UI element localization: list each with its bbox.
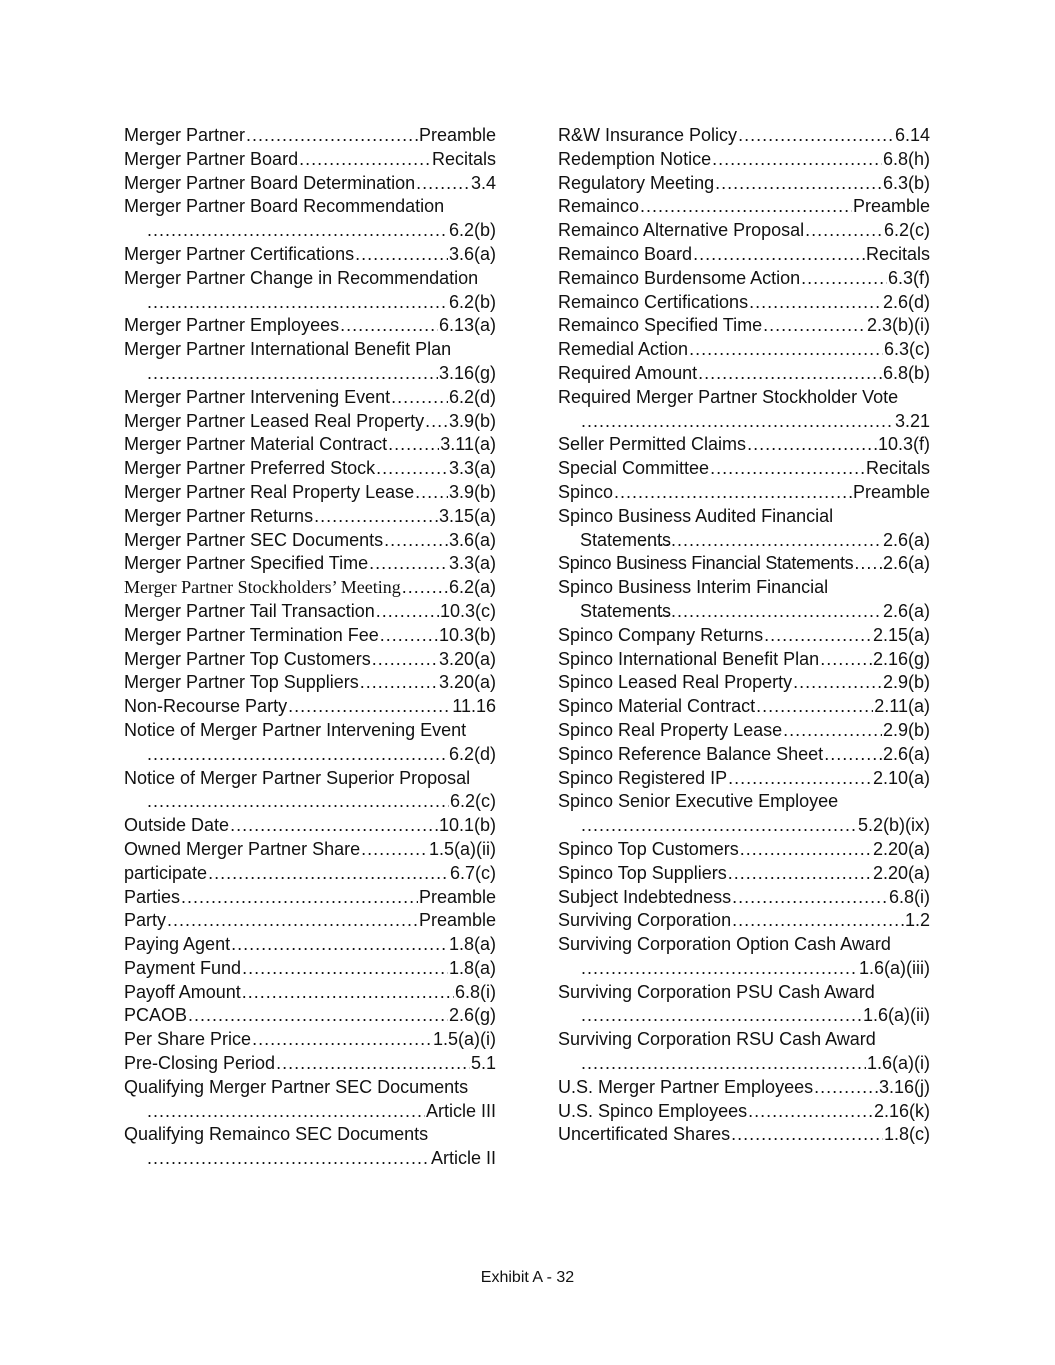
index-reference: 10.1(b) — [438, 815, 496, 836]
index-reference: 2.6(a) — [882, 553, 930, 574]
index-entry — [124, 624, 496, 648]
index-reference: 3.3(a) — [448, 458, 496, 479]
index-term: Spinco Top Suppliers — [558, 862, 727, 883]
index-term: U.S. Merger Partner Employees — [558, 1076, 814, 1097]
index-term: Notice of Merger Partner Intervening Event — [124, 719, 467, 740]
index-entry — [124, 433, 496, 457]
index-entry — [558, 648, 930, 672]
index-entry — [558, 505, 930, 553]
index-term: Spinco Leased Real Property — [558, 672, 793, 693]
index-term: Spinco Reference Balance Sheet — [558, 743, 824, 764]
index-entry — [124, 314, 496, 338]
index-term: Merger Partner Certifications — [124, 243, 355, 264]
index-entry — [558, 124, 930, 148]
index-entry — [124, 695, 496, 719]
index-term: Special Committee — [558, 458, 710, 479]
index-entry — [124, 862, 496, 886]
index-reference: 6.8(i) — [454, 981, 496, 1002]
index-term: Qualifying Merger Partner SEC Documents — [124, 1076, 469, 1097]
index-entry — [558, 909, 930, 933]
index-reference: 1.8(a) — [448, 934, 496, 955]
index-reference: 2.6(g) — [448, 1005, 496, 1026]
index-term: Merger Partner Specified Time — [124, 553, 369, 574]
index-entry — [558, 386, 930, 434]
index-entry — [558, 576, 930, 624]
index-reference: 10.3(f) — [877, 434, 930, 455]
index-reference: 2.9(b) — [882, 719, 930, 740]
index-reference: 6.7(c) — [449, 862, 496, 883]
index-entry — [124, 457, 496, 481]
index-entry — [124, 719, 496, 767]
index-term: Non-Recourse Party — [124, 696, 288, 717]
index-term: Remainco Alternative Proposal — [558, 220, 805, 241]
page-footer: Exhibit A - 32 — [480, 1269, 575, 1286]
index-entry — [124, 957, 496, 981]
index-reference: 5.1 — [470, 1053, 496, 1074]
index-term: Spinco Senior Executive Employee — [558, 791, 839, 812]
index-entry — [558, 243, 930, 267]
index-reference: 6.2(b) — [448, 291, 496, 312]
index-entry — [558, 219, 930, 243]
index-entry — [558, 838, 930, 862]
index-entry — [124, 267, 496, 315]
index-reference: 6.2(b) — [448, 220, 496, 241]
index-term: Outside Date — [124, 815, 230, 836]
index-reference: 3.3(a) — [448, 553, 496, 574]
index-term: Notice of Merger Partner Superior Proposal — [124, 767, 471, 788]
index-term: Surviving Corporation Option Cash Award — [558, 934, 891, 955]
index-term: R&W Insurance Policy — [558, 125, 738, 145]
index-term: Spinco Real Property Lease — [558, 719, 783, 740]
index-entry — [558, 457, 930, 481]
index-entry — [558, 1076, 930, 1100]
index-term: Merger Partner Leased Real Property — [124, 410, 425, 431]
index-term: Surviving Corporation RSU Cash Award — [558, 1029, 876, 1050]
index-entry — [124, 886, 496, 910]
index-entry — [558, 695, 930, 719]
index-reference: 1.8(c) — [883, 1124, 930, 1145]
index-reference: Article II — [430, 1148, 496, 1169]
index-term: Merger Partner Board Determination — [124, 172, 416, 193]
index-reference: 10.3(b) — [438, 624, 496, 645]
index-term: Merger Partner Top Customers — [124, 648, 371, 669]
index-entry — [558, 148, 930, 172]
index-reference: 6.8(b) — [882, 362, 930, 383]
index-entry — [558, 624, 930, 648]
index-term: Merger Partner International Benefit Plan — [124, 339, 452, 360]
index-reference: 3.9(b) — [448, 481, 496, 502]
index-entry — [124, 767, 496, 815]
index-term: Remainco Specified Time — [558, 315, 763, 336]
index-entry — [558, 291, 930, 315]
index-term: PCAOB — [124, 1005, 188, 1026]
index-term: Spinco Business Financial Statements — [558, 553, 854, 574]
index-term: Merger Partner Tail Transaction — [124, 600, 375, 621]
index-reference: 3.15(a) — [438, 505, 496, 526]
index-reference: Preamble — [418, 910, 496, 931]
index-term: Spinco Business Audited Financial Statements — [558, 505, 834, 550]
index-term: Merger Partner Stockholders’ Meeting — [124, 577, 401, 598]
index-term: Spinco — [558, 481, 614, 502]
index-reference: 3.4 — [470, 172, 496, 193]
index-term: Pre-Closing Period — [124, 1053, 276, 1074]
index-term: Parties — [124, 886, 181, 907]
index-reference: 6.8(i) — [888, 886, 930, 907]
index-reference: 1.6(a)(i) — [866, 1053, 930, 1074]
index-entry — [124, 338, 496, 386]
index-reference: 2.15(a) — [872, 624, 930, 645]
index-term: Merger Partner Employees — [124, 315, 340, 336]
index-term: Spinco Top Customers — [558, 838, 739, 859]
index-entry — [124, 1052, 496, 1076]
index-entry — [558, 267, 930, 291]
index-reference: 6.2(d) — [448, 386, 496, 407]
index-term: Party — [124, 910, 167, 931]
index-reference: 3.6(a) — [448, 529, 496, 550]
index-reference: 2.6(a) — [882, 600, 930, 621]
index-reference: Preamble — [418, 125, 496, 145]
index-reference: 2.3(b)(i) — [866, 315, 930, 336]
index-reference: 2.20(a) — [872, 862, 930, 883]
index-reference: 3.16(g) — [438, 362, 496, 383]
index-entry — [124, 600, 496, 624]
index-entry — [558, 172, 930, 196]
index-entry — [124, 148, 496, 172]
index-term: Uncertificated Shares — [558, 1124, 731, 1145]
index-reference: 2.10(a) — [872, 767, 930, 788]
index-reference: 1.6(a)(ii) — [862, 1005, 930, 1026]
index-term: Surviving Corporation PSU Cash Award — [558, 981, 875, 1002]
index-reference: 2.16(g) — [872, 648, 930, 669]
index-term: Remedial Action — [558, 339, 689, 360]
index-term: Merger Partner — [124, 125, 246, 145]
index-entry — [124, 124, 496, 148]
index-entry — [124, 981, 496, 1005]
index-entry — [124, 909, 496, 933]
index-term: Merger Partner Material Contract — [124, 434, 388, 455]
index-term: participate — [124, 862, 208, 883]
index-reference: 1.8(a) — [448, 957, 496, 978]
index-entry — [124, 505, 496, 529]
index-reference: Preamble — [852, 196, 930, 217]
index-reference: 1.5(a)(ii) — [428, 838, 496, 859]
index-term: Subject Indebtedness — [558, 886, 732, 907]
index-term: Required Merger Partner Stockholder Vote — [558, 386, 899, 407]
index-entry — [124, 648, 496, 672]
index-reference: 3.9(b) — [448, 410, 496, 431]
index-entry — [124, 410, 496, 434]
index-term: Required Amount — [558, 362, 698, 383]
index-term: Surviving Corporation — [558, 910, 732, 931]
index-reference: Preamble — [852, 481, 930, 502]
index-term: Merger Partner SEC Documents — [124, 529, 384, 550]
index-entry — [124, 838, 496, 862]
index-entry — [124, 1028, 496, 1052]
index-reference: 1.2 — [904, 910, 930, 931]
index-entry — [124, 576, 496, 600]
index-entry — [124, 386, 496, 410]
index-term: Spinco Registered IP — [558, 767, 728, 788]
index-term: Payoff Amount — [124, 981, 241, 1002]
index-entry — [124, 814, 496, 838]
index-entry — [558, 790, 930, 838]
index-term: Spinco Business Interim Financial Statements — [558, 577, 829, 621]
index-term: Merger Partner Returns — [124, 505, 314, 526]
index-entry — [124, 481, 496, 505]
index-entry — [124, 195, 496, 243]
index-term: Redemption Notice — [558, 148, 712, 169]
index-reference: 5.2(b)(ix) — [857, 815, 930, 836]
index-term: Merger Partner Board Recommendation — [124, 196, 445, 217]
index-reference: 2.6(a) — [882, 743, 930, 764]
index-term: Owned Merger Partner Share — [124, 838, 361, 859]
index-entry — [558, 981, 930, 1029]
index-reference: Recitals — [865, 458, 930, 479]
index-entry — [124, 552, 496, 576]
index-entry — [124, 1123, 496, 1171]
index-entry — [558, 886, 930, 910]
index-reference: 3.6(a) — [448, 243, 496, 264]
index-reference: 1.5(a)(i) — [432, 1029, 496, 1050]
index-entry — [124, 172, 496, 196]
index-column-right — [558, 124, 930, 1147]
index-reference: 3.11(a) — [440, 434, 496, 455]
index-reference: 3.20(a) — [438, 672, 496, 693]
index-reference: 3.20(a) — [438, 648, 496, 669]
index-entry — [124, 1076, 496, 1124]
index-term: Seller Permitted Claims — [558, 434, 747, 455]
index-term: Regulatory Meeting — [558, 172, 715, 193]
index-entry — [558, 767, 930, 791]
index-reference: 6.8(h) — [882, 148, 930, 169]
index-entry — [558, 671, 930, 695]
index-reference: 3.16(j) — [878, 1076, 930, 1097]
index-reference: 1.6(a)(iii) — [858, 957, 930, 978]
index-entry — [124, 529, 496, 553]
index-term: Remainco Burdensome Action — [558, 267, 801, 288]
index-reference: 6.2(c) — [883, 220, 930, 241]
index-term: Per Share Price — [124, 1029, 252, 1050]
index-term: Paying Agent — [124, 934, 231, 955]
index-reference: 2.16(k) — [873, 1100, 930, 1121]
index-reference: 6.2(c) — [449, 791, 496, 812]
index-reference: Preamble — [418, 886, 496, 907]
index-term: Spinco Material Contract — [558, 696, 756, 717]
index-reference: 2.6(a) — [882, 529, 930, 550]
index-term: Payment Fund — [124, 957, 242, 978]
index-term: Remainco Board — [558, 243, 693, 264]
index-entry — [558, 481, 930, 505]
index-reference: 6.3(c) — [883, 339, 930, 360]
index-term: Merger Partner Intervening Event — [124, 386, 391, 407]
index-reference: 2.9(b) — [882, 672, 930, 693]
index-reference: 10.3(c) — [439, 600, 496, 621]
index-entry — [558, 338, 930, 362]
index-reference: Article III — [425, 1100, 496, 1121]
index-entry — [124, 1004, 496, 1028]
index-entry — [558, 552, 930, 576]
index-reference: 2.11(a) — [874, 696, 930, 717]
index-entry — [124, 243, 496, 267]
index-term: Merger Partner Change in Recommendation — [124, 267, 479, 288]
index-entry — [124, 933, 496, 957]
index-term: Remainco Certifications — [558, 291, 749, 312]
index-reference: Recitals — [431, 148, 496, 169]
index-reference: 6.2(a) — [448, 577, 496, 598]
index-entry — [558, 1123, 930, 1147]
index-reference: 11.16 — [452, 696, 496, 717]
index-entry — [558, 862, 930, 886]
index-term: Spinco International Benefit Plan — [558, 648, 820, 669]
index-term: Merger Partner Board — [124, 148, 299, 169]
index-reference: 3.21 — [894, 410, 930, 431]
index-entry — [558, 719, 930, 743]
index-term: Merger Partner Termination Fee — [124, 624, 379, 645]
index-term: Remainco — [558, 196, 640, 217]
index-term: U.S. Spinco Employees — [558, 1100, 748, 1121]
index-reference: 2.6(d) — [882, 291, 930, 312]
index-reference: 6.3(b) — [882, 172, 930, 193]
index-reference: 6.14 — [894, 125, 930, 145]
index-entry — [558, 362, 930, 386]
index-reference: Recitals — [865, 243, 930, 264]
index-entry — [558, 1028, 930, 1076]
index-entry — [558, 933, 930, 981]
index-reference: 2.20(a) — [872, 838, 930, 859]
index-reference: 6.3(f) — [887, 267, 930, 288]
index-term: Qualifying Remainco SEC Documents — [124, 1124, 429, 1145]
index-entry — [124, 671, 496, 695]
index-term: Merger Partner Real Property Lease — [124, 481, 415, 502]
index-reference: 6.13(a) — [438, 315, 496, 336]
index-term: Spinco Company Returns — [558, 624, 764, 645]
index-column-left — [124, 124, 496, 1171]
index-term: Merger Partner Preferred Stock — [124, 458, 376, 479]
index-reference: 6.2(d) — [448, 743, 496, 764]
index-entry — [558, 1100, 930, 1124]
index-term: Merger Partner Top Suppliers — [124, 672, 359, 693]
index-entry — [558, 743, 930, 767]
index-entry — [558, 195, 930, 219]
index-entry — [558, 433, 930, 457]
index-entry — [558, 314, 930, 338]
